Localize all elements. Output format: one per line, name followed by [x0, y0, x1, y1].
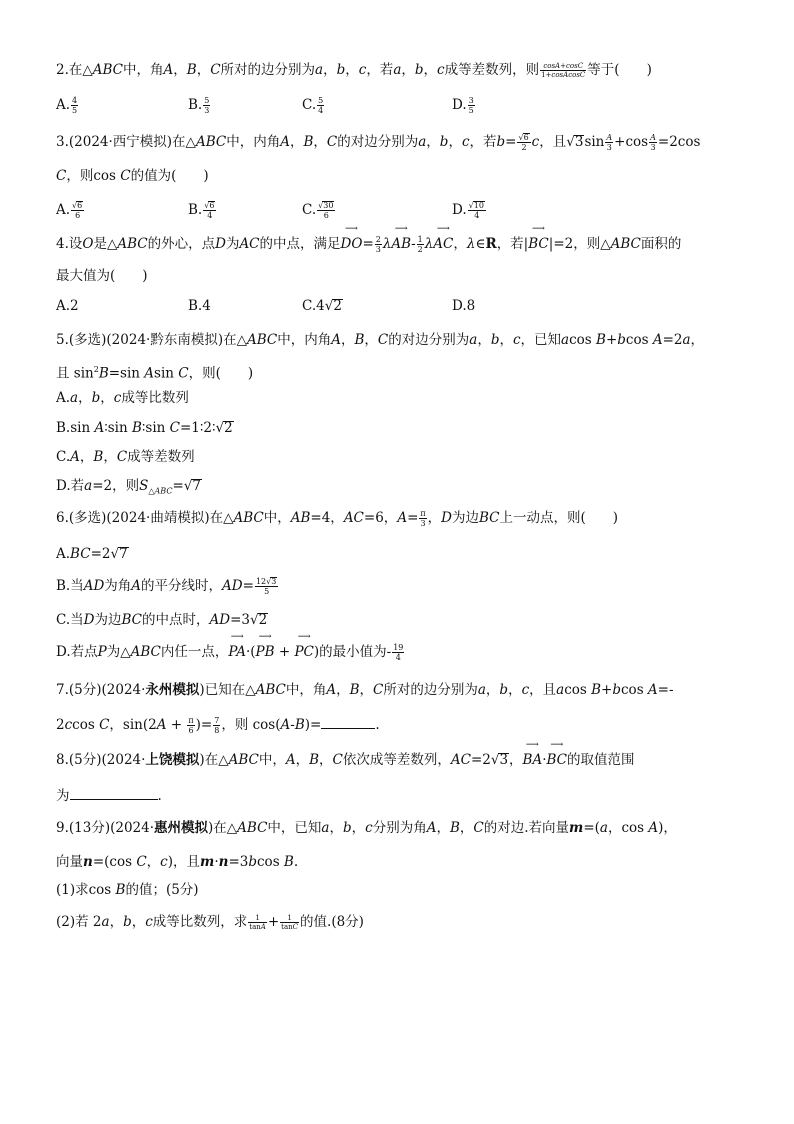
question-2-stem: 2.在△ABC中，角A，B，C所对的边分别为a，b，c，若a，b，c成等差数列，则 $\frac{\cos A+\cos C}{\text{1+cosAcosC}}$ 等于( ) [56, 62, 652, 79]
question-6-option-d: D.若点P为△ABC内任一点，⟶ PA·(⟶ PB + ⟶ PC)的最小值为- $\frac{19}{4}$ [56, 642, 405, 662]
question-5-stem-cont: 且 $\sin^2B=\sin$ Asin C，则( ) [56, 365, 254, 382]
question-3-option-d: D. $\frac{√10}{4}$ [452, 201, 484, 220]
question-3-option-c: C. $\frac{√30}{6}$ [302, 201, 334, 220]
question-2-option-b: B. $\frac{5}{3}$ [188, 96, 210, 115]
question-2-option-d: D. $\frac{3}{5}$ [452, 96, 474, 115]
question-9-stem-cont: 向量n=(cos C，c)，且m·n=3bcos B. [56, 854, 299, 870]
question-8-answer-blank[interactable] [70, 799, 158, 800]
question-4-option-a: A.2 [56, 298, 79, 314]
question-5-option-b: B.sin A∶sin B∶sin C=1∶2∶√2 [56, 420, 233, 436]
question-9-part-1: (1)求cos B的值；(5分) [56, 882, 199, 898]
question-5-option-c: C.A，B，C成等差数列 [56, 449, 195, 465]
question-4-option-c: C.4√2 [302, 298, 342, 314]
question-2-option-a: A. $\frac{4}{5}$ [56, 96, 78, 115]
question-3-stem: 3.(2024·西宁模拟)在△ABC中，内角A，B，C的对边分别为a，b，c，若b= $\frac{√6}{2}$ c，且√3sin $\frac{A}{3}$ +cos $\frac{A}{3}$ =2cos [56, 133, 701, 152]
question-7-answer-blank[interactable] [321, 728, 375, 729]
question-5-option-a: A.a，b，c成等比数列 [56, 390, 189, 406]
question-6-stem: 6.(多选)(2024·曲靖模拟)在△ABC中，AB=4，AC=6，A= $\frac{\pi}{3}$ ，D为边BC上一动点，则( ) [56, 509, 619, 528]
question-4-option-b: B.4 [188, 298, 211, 314]
question-5-option-d: D.若a=2，则$S_{\triangle ABC}=√7$ [56, 478, 201, 496]
question-8-stem: 8.(5分)(2024·上饶模拟)在△ABC中，A，B，C依次成等差数列，AC=2√3，⟶ BA·⟶ BC的取值范围 [56, 750, 635, 770]
question-6-option-b: B.当AD为角A的平分线时，AD= $\frac{12√3}{5}$ [56, 577, 277, 596]
question-7-stem: 7.(5分)(2024·永州模拟)已知在△ABC中，角A，B，C所对的边分别为a，b，c，且acos B+bcos A=- [56, 682, 674, 698]
question-3-option-a: A. $\frac{√6}{6}$ [56, 201, 83, 220]
question-5-stem: 5.(多选)(2024·黔东南模拟)在△ABC中，内角A，B，C的对边分别为a，b，c，已知acos B+bcos A=2a， [56, 332, 705, 348]
question-3-stem-cont: C，则cos C的值为( ) [56, 168, 209, 184]
question-9-part-2: (2)若 2a，b，c成等比数列，求 $\frac{1}{\tan A}$ + $\frac{1}{\tan C}$ 的值.(8分) [56, 914, 364, 931]
question-6-option-a: A.BC=2√7 [56, 546, 128, 562]
question-7-stem-cont: 2ccos C，sin(2A + $\frac{\pi}{6}$ )= $\frac{7}{8}$ ，则 cos(A-B)= . [56, 716, 380, 735]
question-4-stem: 4.设O是△ABC的外心，点D为AC的中点，满足⟶ DO= $\frac{2}{3}$ λ⟶ AB- $\frac{1}{2}$ λ⟶ AC，λ∈R，若|⟶ BC|=2，则△ABC面积的 [56, 234, 681, 254]
question-6-option-c: C.当D为边BC的中点时，AD=3√2 [56, 612, 268, 628]
question-2-option-c: C. $\frac{5}{4}$ [302, 96, 324, 115]
question-9-stem: 9.(13分)(2024·惠州模拟)在△ABC中，已知a，b，c分别为角A，B，C的对边.若向量m=(a，cos A)， [56, 820, 677, 836]
question-4-stem-cont: 最大值为( ) [56, 268, 148, 284]
question-8-stem-cont: 为 . [56, 788, 162, 804]
question-3-option-b: B. $\frac{√6}{4}$ [188, 201, 215, 220]
question-4-option-d: D.8 [452, 298, 476, 314]
